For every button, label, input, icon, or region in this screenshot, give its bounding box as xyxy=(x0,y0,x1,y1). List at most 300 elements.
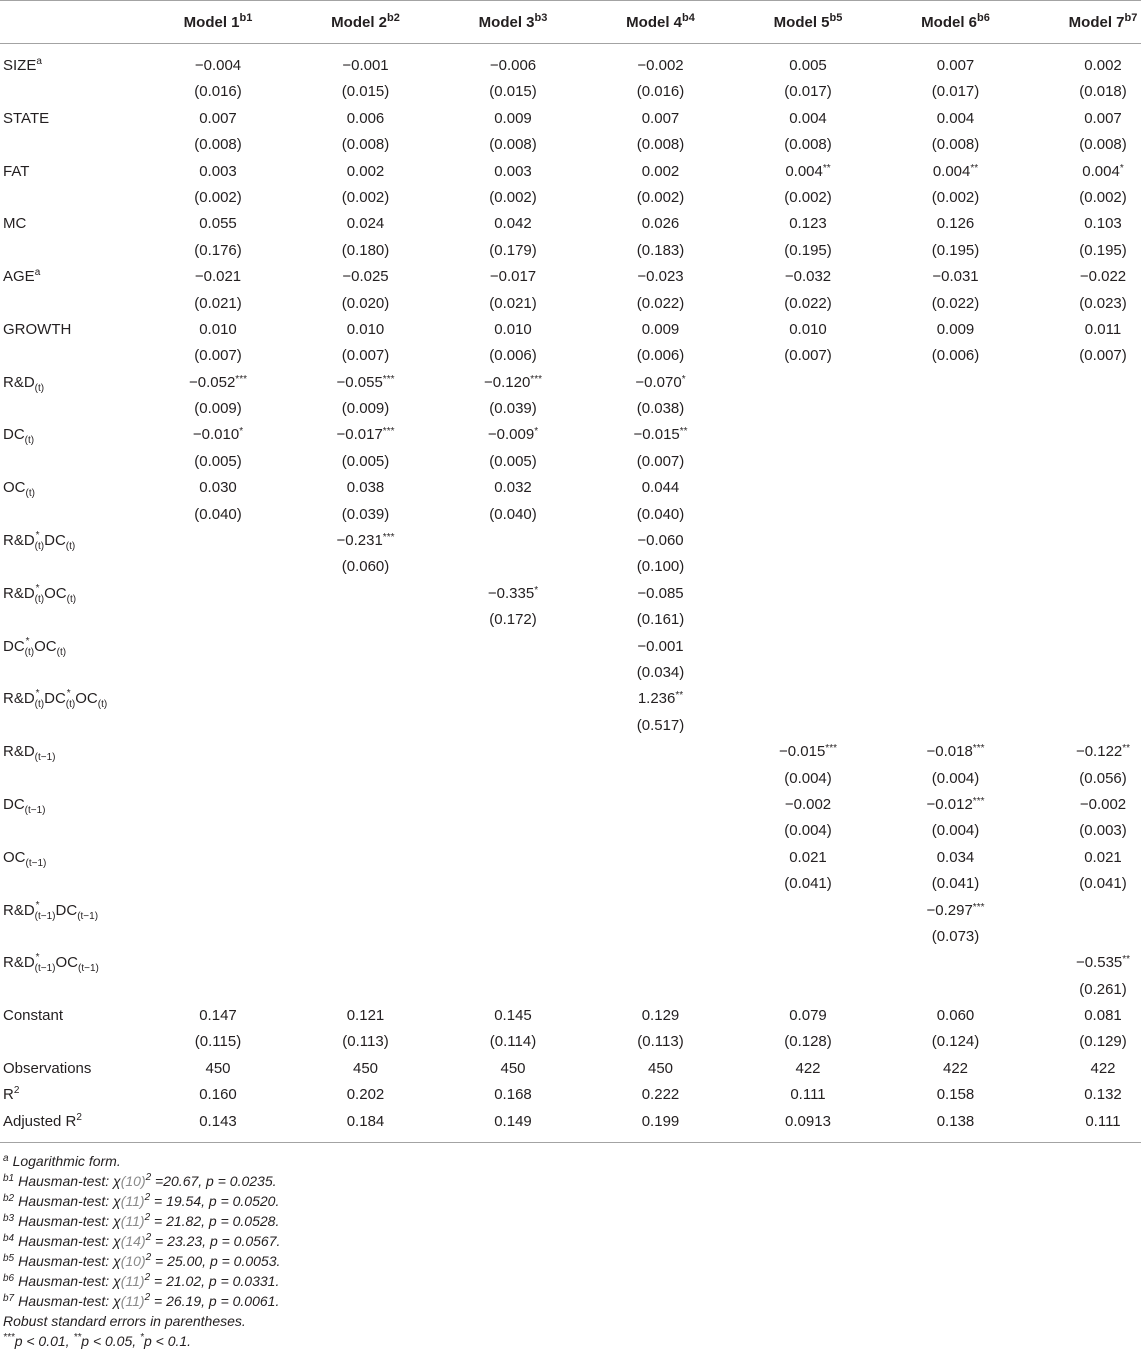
text-segment: (11) xyxy=(120,1273,145,1290)
coef-cell xyxy=(587,739,734,765)
coef-cell xyxy=(1029,581,1141,607)
subscript: (t−1) xyxy=(34,752,56,764)
coef-cell xyxy=(587,106,734,132)
text-segment: GROWTH xyxy=(3,320,72,338)
row-label xyxy=(0,422,144,448)
se-value: (0.008) xyxy=(636,136,685,154)
superscript: * xyxy=(35,530,40,542)
se-value: (0.124) xyxy=(931,1033,980,1051)
se-value: (0.129) xyxy=(1079,1033,1127,1051)
coef-value: −0.052 xyxy=(189,373,236,391)
subscript: (t) xyxy=(66,593,77,605)
text-segment: Adjusted R xyxy=(3,1112,77,1130)
subscript: (t) xyxy=(24,646,35,658)
stat-cell xyxy=(587,1109,734,1135)
se-cell xyxy=(587,185,734,211)
se-cell xyxy=(1029,977,1141,1003)
standard-error-row xyxy=(0,977,1141,1003)
footnote xyxy=(3,1271,1141,1291)
se-cell xyxy=(882,502,1029,528)
coef-cell xyxy=(587,159,734,185)
se-cell xyxy=(292,291,439,317)
coef-cell xyxy=(439,106,587,132)
coef-value: 0.026 xyxy=(641,215,680,233)
coef-cell xyxy=(587,686,734,712)
column-header-superscript: b3 xyxy=(534,11,548,24)
coef-value: 0.004 xyxy=(932,162,971,180)
superscript: * xyxy=(66,688,71,700)
significance-stars: ** xyxy=(1122,954,1131,966)
footnote xyxy=(3,1191,1141,1211)
coef-cell xyxy=(1029,211,1141,237)
coef-value: 0.002 xyxy=(641,162,680,180)
column-header-label: Model 3 xyxy=(478,13,535,31)
row-label-empty xyxy=(0,818,144,844)
se-cell xyxy=(882,79,1029,105)
standard-error-row xyxy=(0,924,1141,950)
se-cell xyxy=(144,766,292,792)
significance-stars: *** xyxy=(235,373,247,385)
stat-cell xyxy=(292,1056,439,1082)
coefficient-row xyxy=(0,686,1141,712)
stat-cell xyxy=(1029,1056,1141,1082)
row-label xyxy=(0,317,144,343)
se-cell xyxy=(734,766,882,792)
coef-cell xyxy=(882,686,1029,712)
column-header-label: Model 4 xyxy=(626,13,682,31)
se-cell xyxy=(439,132,587,158)
se-cell xyxy=(292,766,439,792)
stat-cell xyxy=(587,1082,734,1108)
se-cell xyxy=(882,343,1029,369)
coef-cell xyxy=(587,581,734,607)
standard-error-row xyxy=(0,607,1141,633)
se-cell xyxy=(587,132,734,158)
text-segment: DC xyxy=(3,637,25,655)
coef-cell xyxy=(144,264,292,290)
coef-cell xyxy=(734,792,882,818)
text-segment: =20.67, p = 0.0235. xyxy=(151,1173,277,1190)
se-value: (0.040) xyxy=(636,505,685,523)
se-cell xyxy=(144,977,292,1003)
coef-value: 0.009 xyxy=(494,109,532,127)
significance-stars: ** xyxy=(1122,743,1131,755)
table-footnotes xyxy=(0,1151,1141,1351)
coef-value: 0.002 xyxy=(1084,57,1122,74)
se-cell xyxy=(734,554,882,580)
se-value: (0.008) xyxy=(341,136,390,154)
se-cell xyxy=(734,713,882,739)
coef-cell xyxy=(734,264,882,290)
se-value: (0.009) xyxy=(194,400,242,418)
se-value: (0.020) xyxy=(341,294,390,312)
se-value: (0.180) xyxy=(341,241,390,259)
table-top-spacer xyxy=(0,44,1141,53)
coef-cell xyxy=(882,106,1029,132)
coef-cell xyxy=(1029,528,1141,554)
column-header-model-6 xyxy=(882,11,1029,31)
subscript: (t) xyxy=(65,699,76,711)
se-cell xyxy=(439,924,587,950)
se-cell xyxy=(439,766,587,792)
row-label-empty xyxy=(0,766,144,792)
coef-cell xyxy=(734,634,882,660)
se-value: (0.041) xyxy=(931,875,980,893)
row-label xyxy=(0,1109,144,1135)
coef-cell xyxy=(587,845,734,871)
stat-value: 0.202 xyxy=(346,1086,385,1104)
coef-value: −0.022 xyxy=(1079,268,1127,286)
se-value: (0.195) xyxy=(1079,241,1127,259)
se-cell xyxy=(587,977,734,1003)
significance-stars: *** xyxy=(382,373,395,385)
subscript: (t) xyxy=(34,541,45,553)
text-segment: Hausman-test: χ xyxy=(18,1233,121,1250)
coef-cell xyxy=(1029,422,1141,448)
footnote-marker: b7 xyxy=(3,1293,15,1305)
significance-stars: * xyxy=(681,373,686,385)
stat-value: 0.184 xyxy=(346,1112,385,1130)
column-header-superscript: b5 xyxy=(829,11,843,24)
coef-value: −0.031 xyxy=(932,268,979,286)
coefficient-row xyxy=(0,317,1141,343)
se-cell xyxy=(439,871,587,897)
text-segment: p < 0.01, xyxy=(14,1333,74,1350)
stat-cell xyxy=(144,1109,292,1135)
se-value: (0.113) xyxy=(637,1033,684,1051)
se-value: (0.015) xyxy=(489,83,537,101)
subscript: (t) xyxy=(34,382,45,394)
se-cell xyxy=(882,977,1029,1003)
coef-cell xyxy=(1029,845,1141,871)
coef-cell xyxy=(734,739,882,765)
se-cell xyxy=(1029,449,1141,475)
se-cell xyxy=(439,449,587,475)
coef-cell xyxy=(292,53,439,79)
coef-cell xyxy=(1029,792,1141,818)
row-label-empty xyxy=(0,185,144,211)
stat-value: 450 xyxy=(352,1059,379,1077)
se-value: (0.172) xyxy=(489,611,537,629)
se-value: (0.002) xyxy=(194,188,242,206)
se-cell xyxy=(1029,502,1141,528)
coef-value: 0.079 xyxy=(789,1007,827,1025)
row-label xyxy=(0,1056,144,1082)
footnote-marker: b2 xyxy=(3,1193,15,1205)
se-value: (0.022) xyxy=(636,294,685,312)
se-value: (0.008) xyxy=(1079,136,1127,154)
text-segment: R&D xyxy=(3,954,35,972)
se-cell xyxy=(882,554,1029,580)
coef-cell xyxy=(587,422,734,448)
standard-error-row xyxy=(0,396,1141,422)
se-cell xyxy=(439,818,587,844)
superscript: 2 xyxy=(144,1192,151,1204)
significance-stars: * xyxy=(534,426,539,438)
sub-sup-group xyxy=(34,952,56,975)
se-cell xyxy=(587,607,734,633)
se-value: (0.016) xyxy=(636,83,685,101)
se-cell xyxy=(144,79,292,105)
se-cell xyxy=(1029,713,1141,739)
coef-value: 0.004 xyxy=(789,109,827,127)
coef-cell xyxy=(882,475,1029,501)
footnote-marker: b6 xyxy=(3,1273,15,1285)
coefficient-row xyxy=(0,739,1141,765)
text-segment: (10) xyxy=(120,1173,146,1190)
row-label xyxy=(0,1003,144,1029)
coef-value: 0.021 xyxy=(1084,848,1122,866)
se-value: (0.073) xyxy=(931,927,980,945)
subscript: (t) xyxy=(25,488,35,500)
se-cell xyxy=(882,1029,1029,1055)
superscript: a xyxy=(36,56,42,67)
row-label-empty xyxy=(0,449,144,475)
stat-value: 0.0913 xyxy=(785,1112,831,1130)
text-segment: Logarithmic form. xyxy=(12,1153,121,1170)
column-header-label: Model 5 xyxy=(773,13,830,31)
coef-cell xyxy=(439,1003,587,1029)
coef-cell xyxy=(439,370,587,396)
se-cell xyxy=(734,502,882,528)
significance-stars: * xyxy=(534,584,539,596)
se-value: (0.008) xyxy=(931,136,980,154)
superscript: 2 xyxy=(76,1111,82,1123)
coef-value: −0.012 xyxy=(926,795,973,813)
se-cell xyxy=(587,818,734,844)
stat-cell xyxy=(439,1082,587,1108)
coef-cell xyxy=(734,211,882,237)
se-cell xyxy=(882,396,1029,422)
coef-cell xyxy=(1029,264,1141,290)
se-cell xyxy=(292,343,439,369)
coefficient-row xyxy=(0,581,1141,607)
coef-cell xyxy=(144,581,292,607)
stat-cell xyxy=(144,1056,292,1082)
text-segment: FAT xyxy=(3,162,30,180)
row-label xyxy=(0,211,144,237)
se-cell xyxy=(882,871,1029,897)
row-label xyxy=(0,370,144,396)
se-cell xyxy=(587,871,734,897)
coef-cell xyxy=(1029,950,1141,976)
superscript: * xyxy=(25,635,30,647)
coefficient-row xyxy=(0,1003,1141,1029)
coef-value: −0.297 xyxy=(926,901,973,919)
coef-cell xyxy=(292,370,439,396)
stat-value: 422 xyxy=(942,1059,969,1077)
row-label-empty xyxy=(0,79,144,105)
standard-error-row xyxy=(0,132,1141,158)
coef-value: −0.004 xyxy=(194,57,242,74)
coefficient-row xyxy=(0,159,1141,185)
se-value: (0.007) xyxy=(194,347,242,365)
coef-cell xyxy=(734,1003,882,1029)
coef-value: −0.231 xyxy=(336,532,383,550)
se-cell xyxy=(882,607,1029,633)
se-value: (0.005) xyxy=(194,452,242,470)
subscript: (t−1) xyxy=(78,963,99,975)
row-label xyxy=(0,634,144,660)
standard-error-row xyxy=(0,185,1141,211)
significance-stars: *** xyxy=(530,373,542,385)
table-header xyxy=(0,0,1141,44)
se-cell xyxy=(292,132,439,158)
se-cell xyxy=(439,79,587,105)
coef-cell xyxy=(882,581,1029,607)
coefficient-row xyxy=(0,792,1141,818)
se-cell xyxy=(292,713,439,739)
se-value: (0.039) xyxy=(489,400,537,418)
stat-value: 450 xyxy=(500,1059,526,1077)
se-value: (0.008) xyxy=(194,136,242,154)
coef-cell xyxy=(1029,898,1141,924)
coefficient-row xyxy=(0,53,1141,79)
se-value: (0.006) xyxy=(636,347,685,365)
stat-cell xyxy=(734,1109,882,1135)
coefficient-row xyxy=(0,950,1141,976)
standard-error-row xyxy=(0,449,1141,475)
coef-value: 0.042 xyxy=(494,215,532,233)
se-cell xyxy=(1029,554,1141,580)
stats-row xyxy=(0,1082,1141,1108)
significance-stars: ** xyxy=(970,162,979,174)
coef-value: 0.030 xyxy=(199,479,237,497)
coef-cell xyxy=(144,739,292,765)
column-header-superscript: b7 xyxy=(1124,11,1138,24)
se-cell xyxy=(144,343,292,369)
se-cell xyxy=(587,924,734,950)
coef-cell xyxy=(292,792,439,818)
se-cell xyxy=(734,607,882,633)
row-label xyxy=(0,792,144,818)
coef-cell xyxy=(144,475,292,501)
coef-cell xyxy=(587,370,734,396)
row-label xyxy=(0,528,144,554)
coef-cell xyxy=(882,528,1029,554)
column-header-label: Model 1 xyxy=(183,13,240,31)
coef-cell xyxy=(144,159,292,185)
superscript: * xyxy=(35,688,40,700)
coef-cell xyxy=(439,422,587,448)
coef-cell xyxy=(1029,106,1141,132)
sub-sup-group xyxy=(34,899,56,922)
superscript: * xyxy=(35,952,40,964)
subscript: (t−1) xyxy=(77,910,99,922)
significance-stars: *** xyxy=(972,795,985,807)
se-cell xyxy=(144,871,292,897)
standard-error-row xyxy=(0,238,1141,264)
stat-value: 0.143 xyxy=(199,1112,237,1130)
se-cell xyxy=(734,871,882,897)
stat-value: 0.222 xyxy=(641,1086,680,1104)
coef-value: −0.002 xyxy=(1079,795,1127,813)
coef-cell xyxy=(292,845,439,871)
coef-value: 0.007 xyxy=(936,57,975,74)
se-value: (0.008) xyxy=(784,136,832,154)
coef-value: −0.001 xyxy=(342,57,389,74)
coef-value: 0.010 xyxy=(199,320,237,338)
se-value: (0.038) xyxy=(636,400,685,418)
standard-error-row xyxy=(0,1029,1141,1055)
se-cell xyxy=(439,502,587,528)
footnote-marker: b5 xyxy=(3,1253,15,1265)
se-cell xyxy=(1029,607,1141,633)
coef-value: −0.001 xyxy=(637,637,684,655)
coef-cell xyxy=(882,264,1029,290)
se-cell xyxy=(882,766,1029,792)
se-cell xyxy=(292,449,439,475)
coef-value: −0.023 xyxy=(637,268,684,286)
stat-value: 0.149 xyxy=(494,1112,532,1130)
se-cell xyxy=(144,818,292,844)
se-cell xyxy=(144,554,292,580)
se-cell xyxy=(734,396,882,422)
coef-cell xyxy=(734,422,882,448)
se-value: (0.002) xyxy=(931,188,980,206)
stats-row xyxy=(0,1056,1141,1082)
text-segment: OC xyxy=(3,479,26,497)
coef-cell xyxy=(1029,159,1141,185)
coef-cell xyxy=(292,950,439,976)
text-segment: SIZE xyxy=(3,57,37,74)
row-label xyxy=(0,53,144,79)
row-label-empty xyxy=(0,924,144,950)
footnote xyxy=(3,1231,1141,1251)
text-segment: R&D xyxy=(3,901,35,919)
coef-cell xyxy=(882,792,1029,818)
coef-cell xyxy=(1029,634,1141,660)
superscript: * xyxy=(35,582,40,594)
se-cell xyxy=(882,660,1029,686)
coefficient-row xyxy=(0,211,1141,237)
coef-cell xyxy=(1029,739,1141,765)
text-segment: (10) xyxy=(120,1253,146,1270)
stats-row xyxy=(0,1109,1141,1135)
se-cell xyxy=(144,396,292,422)
stat-cell xyxy=(587,1056,734,1082)
se-cell xyxy=(439,343,587,369)
se-cell xyxy=(734,660,882,686)
stat-value: 0.132 xyxy=(1084,1086,1122,1104)
coef-cell xyxy=(587,792,734,818)
coef-value: 1.236 xyxy=(637,690,676,708)
table-bottom-rule xyxy=(0,1135,1141,1143)
text-segment: OC xyxy=(44,584,67,602)
se-value: (0.018) xyxy=(1079,83,1127,101)
se-cell xyxy=(292,185,439,211)
se-cell xyxy=(1029,871,1141,897)
subscript: (t) xyxy=(56,646,67,658)
stat-cell xyxy=(1029,1082,1141,1108)
text-segment: Hausman-test: χ xyxy=(18,1253,121,1270)
se-value: (0.041) xyxy=(1079,875,1127,893)
coef-cell xyxy=(1029,317,1141,343)
se-value: (0.115) xyxy=(194,1033,242,1051)
se-value: (0.023) xyxy=(1079,294,1127,312)
se-value: (0.004) xyxy=(931,769,980,787)
se-value: (0.005) xyxy=(341,452,390,470)
coef-cell xyxy=(1029,370,1141,396)
se-cell xyxy=(882,132,1029,158)
significance-stars: *** xyxy=(382,532,395,544)
coef-cell xyxy=(882,422,1029,448)
column-header-model-5 xyxy=(734,11,882,31)
stat-value: 422 xyxy=(795,1059,821,1077)
se-cell xyxy=(439,660,587,686)
footnote xyxy=(3,1151,1141,1171)
se-cell xyxy=(439,607,587,633)
